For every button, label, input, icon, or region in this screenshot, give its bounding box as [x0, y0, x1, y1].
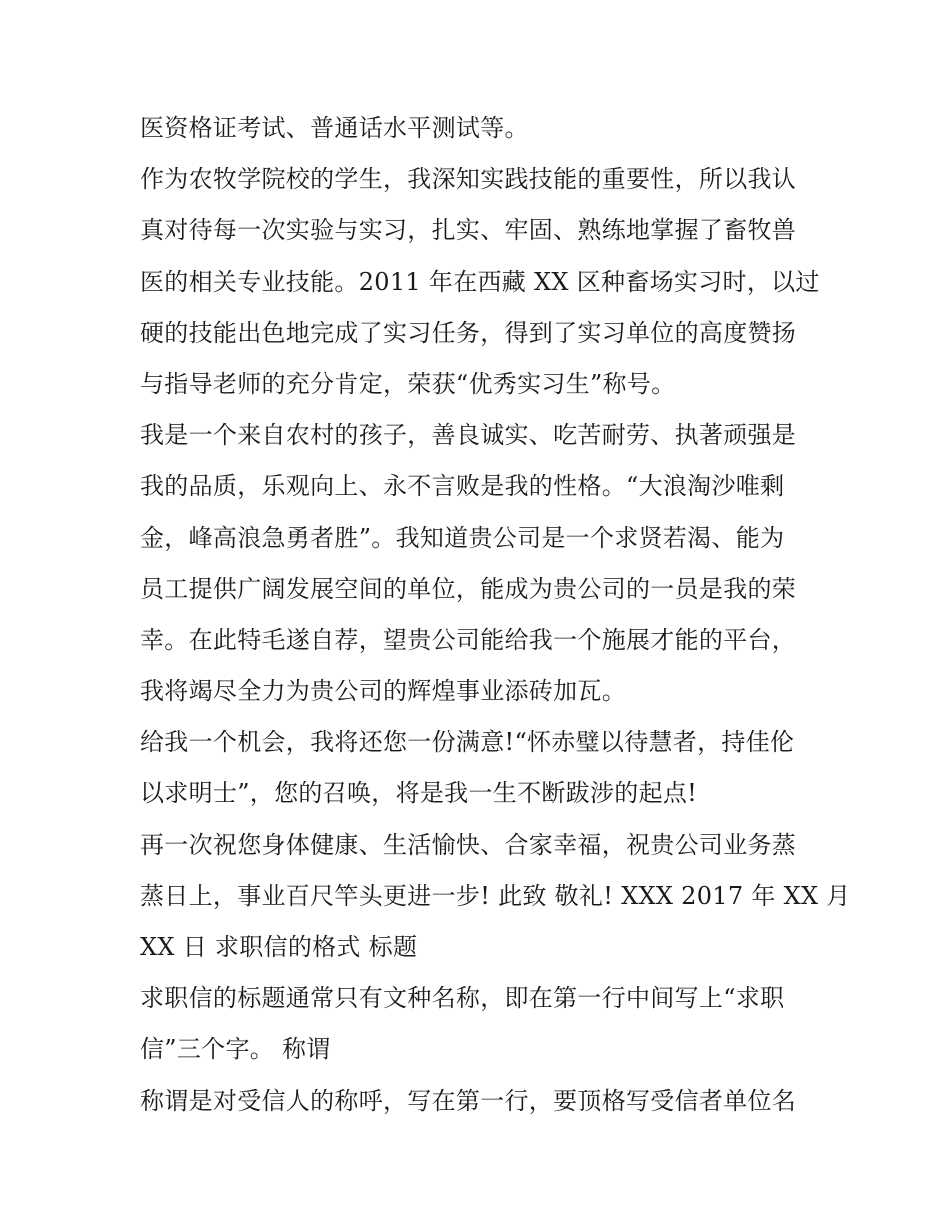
text-line: 与指导老师的充分肯定，荣获“优秀实习生”称号。 [140, 369, 676, 398]
text-line: 给我一个机会，我将还您一份满意!“怀赤璧以待慧者，持佳伦 [140, 728, 795, 757]
text-line: 我的品质，乐观向上、永不言败是我的性格。“大浪淘沙唯剩 [140, 472, 785, 501]
text-line: 医的相关专业技能。2011 年在西藏 XX 区种畜场实习时，以过 [140, 267, 820, 296]
text-line: 我将竭尽全力为贵公司的辉煌事业添砖加瓦。 [140, 677, 626, 706]
text-line: 员工提供广阔发展空间的单位，能成为贵公司的一员是我的荣 [140, 574, 797, 603]
text-line: 硬的技能出色地完成了实习任务，得到了实习单位的高度赞扬 [140, 318, 797, 347]
text-line: 金，峰高浪急勇者胜”。我知道贵公司是一个求贤若渴、能为 [140, 523, 785, 552]
text-line: 我是一个来自农村的孩子，善良诚实、吃苦耐劳、执著顽强是 [140, 421, 797, 450]
text-line: 再一次祝您身体健康、生活愉快、合家幸福，祝贵公司业务蒸 [140, 830, 797, 859]
text-line: 医资格证考试、普通话水平测试等。 [140, 114, 529, 142]
document-body [140, 103, 851, 1127]
text-line: XX 日 求职信的格式 标题 [140, 933, 418, 961]
text-line: 以求明士”，您的召唤，将是我一生不断跋涉的起点! [140, 779, 698, 808]
text-line: 真对待每一次实验与实习，扎实、牢固、熟练地掌握了畜牧兽 [140, 216, 797, 245]
text-line: 蒸日上，事业百尺竿头更进一步! 此致 敬礼! XXX 2017 年 XX 月 [140, 881, 851, 910]
text-line: 求职信的标题通常只有文种名称，即在第一行中间写上“求职 [140, 984, 785, 1013]
text-line: 作为农牧学院校的学生，我深知实践技能的重要性，所以我认 [140, 165, 797, 194]
text-line: 信”三个字。 称谓 [140, 1035, 331, 1064]
text-line: 幸。在此特毛遂自荐，望贵公司能给我一个施展才能的平台， [140, 625, 797, 654]
text-line: 称谓是对受信人的称呼，写在第一行，要顶格写受信者单位名 [140, 1086, 797, 1115]
